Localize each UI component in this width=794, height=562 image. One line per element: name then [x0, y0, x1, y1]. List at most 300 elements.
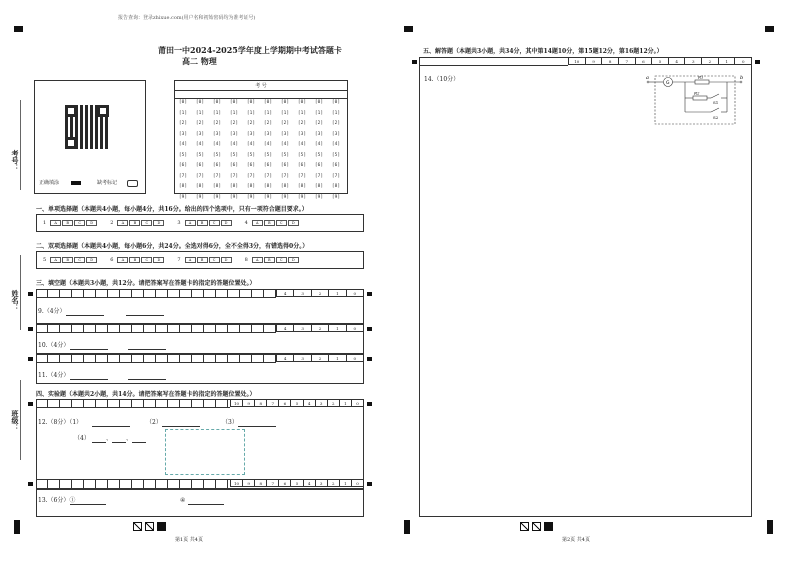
section-edge-marker: [367, 327, 372, 331]
mc-option-bubble[interactable]: D: [153, 220, 164, 226]
exam-id-bubble[interactable]: [3]: [331, 131, 341, 137]
exam-id-bubble[interactable]: [3]: [195, 131, 205, 137]
score-cell[interactable]: 4: [283, 326, 287, 331]
mc-question: [43, 257, 98, 263]
section-5-title: 五、解答题（本题共3小题，共34分，其中第14题10分，第15题12分，第16题12分。）: [423, 48, 663, 55]
footer-page-left: 第1页 共4页: [175, 537, 203, 543]
mc-option-bubble[interactable]: D: [86, 257, 97, 263]
section-1-title: 一、单项选择题（本题共4小题，每小题4分，共16分。给出的四个选项中，只有一项符合题目要求。）: [36, 206, 308, 213]
score-cell[interactable]: 10: [234, 481, 240, 486]
score-cell[interactable]: 0: [346, 325, 363, 331]
score-cell[interactable]: 9: [242, 400, 254, 406]
mc-option-bubble[interactable]: C: [74, 257, 85, 263]
mc-option-bubble[interactable]: B: [129, 220, 140, 226]
exam-id-bubble[interactable]: [2]: [331, 121, 341, 126]
exam-id-bubble[interactable]: [9]: [212, 194, 222, 200]
section-edge-marker: [755, 60, 760, 64]
score-cell[interactable]: 2: [311, 290, 328, 296]
exam-id-bubble[interactable]: [7]: [331, 173, 341, 179]
score-cell[interactable]: 5: [290, 400, 302, 406]
exam-id-bubble[interactable]: [9]: [178, 194, 188, 200]
score-cell[interactable]: 7: [618, 58, 635, 64]
section-edge-marker: [367, 402, 372, 406]
circuit-label-r2: R2: [694, 90, 700, 96]
exam-id-bubble[interactable]: [6]: [178, 163, 188, 168]
score-cell[interactable]: 7: [266, 400, 278, 406]
exam-id-bubble[interactable]: [3]: [246, 131, 256, 137]
exam-id-bubble[interactable]: [5]: [229, 152, 239, 158]
q11-blank-2[interactable]: [128, 373, 166, 380]
mc-question: [43, 220, 98, 226]
side-line: [20, 255, 21, 330]
exam-id-bubble[interactable]: [6]: [314, 163, 324, 168]
exam-id-bubble[interactable]: [2]: [178, 121, 188, 126]
q12-2-blank[interactable]: [162, 420, 200, 427]
score-cell[interactable]: 1: [328, 355, 345, 361]
score-cell[interactable]: 3: [315, 480, 327, 486]
q10-blank-1[interactable]: [70, 343, 108, 350]
mc-option-bubble[interactable]: A: [50, 220, 61, 226]
exam-id-bubble[interactable]: [2]: [263, 121, 273, 126]
exam-id-bubble[interactable]: [8]: [195, 184, 205, 189]
circuit-label-r1: R1: [698, 74, 704, 80]
side-line: [20, 380, 21, 460]
score-cell[interactable]: 0: [351, 480, 363, 486]
q13-label-4: ④: [180, 497, 186, 504]
exam-id-column: [195, 98, 205, 203]
exam-id-bubble[interactable]: [5]: [178, 152, 188, 158]
qr-code-icon: [65, 105, 109, 149]
section-2-answers: [36, 251, 364, 269]
mc-question: [177, 220, 232, 226]
exam-id-bubble[interactable]: [1]: [314, 110, 324, 116]
mc-option-bubble[interactable]: C: [74, 220, 85, 226]
score-cell[interactable]: 10: [574, 59, 580, 64]
q12-score-row: [230, 399, 364, 407]
mc-question: [245, 220, 300, 226]
corner-marker: [14, 26, 23, 32]
section-edge-marker: [28, 357, 33, 361]
mc-option-bubble[interactable]: B: [129, 257, 140, 263]
score-cell[interactable]: 0: [351, 400, 363, 406]
exam-id-bubble[interactable]: [6]: [331, 163, 341, 168]
q14-grid-row: [419, 57, 568, 66]
side-label-name: 姓名：: [11, 290, 20, 311]
exam-id-bubble[interactable]: [1]: [280, 110, 290, 116]
footer-marker-right: [520, 522, 553, 531]
circuit-diagram: [645, 72, 745, 126]
exam-id-bubble[interactable]: [8]: [229, 184, 239, 189]
mc-question-number: 1: [43, 220, 47, 226]
exam-id-bubble[interactable]: [8]: [280, 184, 290, 189]
score-cell[interactable]: 1: [718, 58, 735, 64]
exam-id-bubble[interactable]: [0]: [280, 100, 290, 105]
score-cell[interactable]: 4: [303, 480, 315, 486]
exam-id-column: [314, 98, 324, 203]
exam-id-bubble[interactable]: [1]: [195, 110, 205, 116]
circuit-label-s1: S1: [713, 100, 719, 105]
page-subtitle: 高二 物理: [182, 56, 217, 66]
score-cell[interactable]: 2: [701, 58, 718, 64]
exam-id-bubble[interactable]: [3]: [229, 131, 239, 137]
exam-id-bubble[interactable]: [7]: [212, 173, 222, 179]
exam-id-bubble[interactable]: [8]: [212, 184, 222, 189]
exam-id-bubble[interactable]: [3]: [280, 131, 290, 137]
q12-1-blank[interactable]: [92, 420, 130, 427]
exam-id-bubble[interactable]: [7]: [314, 173, 324, 179]
section-1-answers: [36, 214, 364, 232]
exam-id-bubble[interactable]: [5]: [246, 152, 256, 158]
exam-id-bubble[interactable]: [0]: [314, 100, 324, 105]
mc-option-bubble[interactable]: A: [252, 257, 263, 263]
q9-blank-1[interactable]: [66, 309, 104, 316]
score-cell[interactable]: 2: [327, 480, 339, 486]
score-cell[interactable]: 4: [668, 58, 685, 64]
mc-option-bubble[interactable]: D: [221, 220, 232, 226]
exam-id-bubble[interactable]: [7]: [195, 173, 205, 179]
q14-label: 14.（10分）: [424, 76, 460, 83]
resistor-r1-icon: [695, 80, 709, 84]
score-cell[interactable]: 6: [278, 400, 290, 406]
mc-option-bubble[interactable]: A: [185, 257, 196, 263]
mc-question-number: 6: [110, 257, 114, 263]
exam-id-bubble[interactable]: [2]: [212, 121, 222, 126]
exam-id-bubble[interactable]: [4]: [280, 142, 290, 147]
q10-score-row: [276, 324, 364, 332]
mc-option-bubble[interactable]: D: [86, 220, 97, 226]
exam-id-bubble[interactable]: [8]: [331, 184, 341, 189]
mc-option-bubble[interactable]: C: [141, 220, 152, 226]
answer-area-14[interactable]: [419, 57, 752, 517]
mc-option-bubble[interactable]: A: [117, 220, 128, 226]
exam-id-bubble[interactable]: [2]: [229, 121, 239, 126]
mc-option-bubble[interactable]: C: [276, 257, 287, 263]
exam-id-bubble[interactable]: [0]: [178, 100, 188, 105]
q10-blank-2[interactable]: [128, 343, 166, 350]
score-cell[interactable]: 8: [254, 400, 266, 406]
score-cell[interactable]: 4: [303, 400, 315, 406]
q12-4-blank-1[interactable]: [92, 436, 106, 443]
q12-3-label: （3）: [222, 419, 238, 426]
q13-label: 13.（6分）①: [38, 497, 76, 504]
circuit-label-s2: S2: [713, 115, 719, 120]
exam-id-bubble[interactable]: [5]: [212, 152, 222, 158]
exam-id-bubble[interactable]: [4]: [263, 142, 273, 147]
score-cell[interactable]: 1: [339, 480, 351, 486]
mc-option-bubble[interactable]: D: [221, 257, 232, 263]
exam-id-bubble[interactable]: [6]: [212, 163, 222, 168]
score-cell[interactable]: 3: [315, 400, 327, 406]
q12-4-separator: 、: [126, 435, 133, 442]
mc-option-bubble[interactable]: C: [209, 220, 220, 226]
exam-id-column: [178, 98, 188, 203]
exam-id-bubble[interactable]: [0]: [212, 100, 222, 105]
section-4-title: 四、实验题（本题共2小题，共14分。请把答案写在答题卡的指定的答题位置处。）: [36, 391, 256, 398]
exam-id-bubble[interactable]: [0]: [195, 100, 205, 105]
score-cell[interactable]: 3: [293, 355, 310, 361]
exam-id-bubble[interactable]: [9]: [331, 194, 341, 200]
exam-id-bubble[interactable]: [9]: [246, 194, 256, 200]
qr-panel: [34, 80, 146, 194]
mc-option-bubble[interactable]: B: [264, 257, 275, 263]
score-cell[interactable]: 0: [734, 58, 751, 64]
mc-option-bubble[interactable]: A: [185, 220, 196, 226]
exam-id-bubble[interactable]: [5]: [263, 152, 273, 158]
mc-option-bubble[interactable]: D: [288, 220, 299, 226]
mc-question-number: 4: [244, 220, 248, 226]
exam-id-bubble[interactable]: [7]: [178, 173, 188, 179]
mc-option-bubble[interactable]: A: [252, 220, 263, 226]
mc-option-bubble[interactable]: B: [264, 220, 275, 226]
circuit-label-b: b: [740, 75, 744, 81]
score-cell[interactable]: 8: [601, 58, 618, 64]
exam-id-bubble[interactable]: [6]: [195, 163, 205, 168]
q9-label: 9.（4分）: [38, 308, 66, 315]
side-label-exam-no: 考号：: [11, 150, 20, 171]
q12-4-blank-3[interactable]: [132, 436, 146, 443]
exam-id-bubble[interactable]: [5]: [331, 152, 341, 158]
exam-id-bubble[interactable]: [8]: [246, 184, 256, 189]
q12-grid-row: [36, 399, 230, 408]
switch-s2-icon: [711, 108, 719, 112]
exam-id-bubble[interactable]: [4]: [246, 142, 256, 147]
circuit-label-g: G: [666, 81, 670, 86]
exam-id-bubble[interactable]: [4]: [229, 142, 239, 147]
q11-blank-1[interactable]: [70, 373, 108, 380]
mc-option-bubble[interactable]: C: [276, 220, 287, 226]
mc-option-bubble[interactable]: A: [117, 257, 128, 263]
mc-question-number: 8: [244, 257, 248, 263]
corner-marker: [404, 26, 413, 32]
q13-score-row: [230, 479, 364, 487]
q10-grid-row: [36, 324, 276, 333]
exam-id-bubble[interactable]: [8]: [314, 184, 324, 189]
exam-id-bubble[interactable]: [5]: [280, 152, 290, 158]
exam-id-bubble[interactable]: [9]: [263, 194, 273, 200]
q12-3-blank[interactable]: [238, 420, 276, 427]
mc-question-number: 2: [110, 220, 114, 226]
exam-id-bubble[interactable]: [3]: [297, 131, 307, 137]
score-cell[interactable]: 3: [684, 58, 701, 64]
mc-option-bubble[interactable]: C: [141, 257, 152, 263]
section-edge-marker: [412, 60, 417, 64]
mc-option-bubble[interactable]: B: [62, 220, 73, 226]
exam-id-bubble[interactable]: [4]: [297, 142, 307, 147]
exam-id-bubble[interactable]: [4]: [178, 142, 188, 147]
exam-id-bubble[interactable]: [7]: [297, 173, 307, 179]
exam-id-bubble[interactable]: [1]: [212, 110, 222, 116]
exam-id-bubble[interactable]: [6]: [263, 163, 273, 168]
exam-id-bubble[interactable]: [9]: [314, 194, 324, 200]
mc-option-bubble[interactable]: A: [50, 257, 61, 263]
corner-marker: [404, 520, 410, 534]
exam-id-bubble[interactable]: [2]: [280, 121, 290, 126]
q12-4-label: （4）: [74, 435, 90, 442]
exam-id-bubble[interactable]: [9]: [195, 194, 205, 200]
exam-id-bubble[interactable]: [3]: [212, 131, 222, 137]
exam-id-bubble[interactable]: [2]: [314, 121, 324, 126]
score-cell[interactable]: 3: [293, 325, 310, 331]
score-cell[interactable]: 4: [283, 291, 287, 296]
switch-s1-icon: [711, 94, 719, 98]
exam-id-bubble[interactable]: [5]: [195, 152, 205, 158]
exam-id-bubble[interactable]: [4]: [195, 142, 205, 147]
exam-id-column: [297, 98, 307, 203]
score-cell[interactable]: 1: [328, 325, 345, 331]
exam-id-bubble[interactable]: [1]: [229, 110, 239, 116]
exam-id-bubble[interactable]: [8]: [178, 184, 188, 189]
exam-id-bubble[interactable]: [9]: [229, 194, 239, 200]
exam-id-column: [280, 98, 290, 203]
score-cell[interactable]: 0: [346, 290, 363, 296]
exam-id-bubble[interactable]: [0]: [331, 100, 341, 105]
q10-label: 10.（4分）: [38, 342, 70, 349]
mc-question: [245, 257, 300, 263]
q12-2-label: （2）: [146, 419, 162, 426]
exam-id-bubble[interactable]: [6]: [229, 163, 239, 168]
score-cell[interactable]: 7: [266, 480, 278, 486]
exam-id-bubble[interactable]: [0]: [297, 100, 307, 105]
score-cell[interactable]: 9: [585, 58, 602, 64]
mc-option-bubble[interactable]: D: [153, 257, 164, 263]
exam-id-bubble[interactable]: [7]: [246, 173, 256, 179]
score-cell[interactable]: 0: [346, 355, 363, 361]
exam-id-bubble[interactable]: [0]: [263, 100, 273, 105]
q9-blank-2[interactable]: [126, 309, 164, 316]
q13-blank-1[interactable]: [70, 498, 106, 505]
section-edge-marker: [28, 327, 33, 331]
score-cell[interactable]: 6: [278, 480, 290, 486]
score-cell[interactable]: 10: [234, 401, 240, 406]
correct-fill-label: 正确填涂: [39, 180, 60, 186]
exam-id-bubble[interactable]: [8]: [297, 184, 307, 189]
exam-id-bubble[interactable]: [7]: [263, 173, 273, 179]
exam-id-bubble[interactable]: [4]: [314, 142, 324, 147]
q9-grid-row: [36, 289, 276, 298]
q11-label: 11.（4分）: [38, 372, 70, 379]
q12-label: 12.（8分）（1）: [38, 419, 83, 426]
exam-id-bubble[interactable]: [3]: [314, 131, 324, 137]
exam-id-bubble[interactable]: [1]: [246, 110, 256, 116]
q12-4-separator: 、: [106, 435, 113, 442]
score-cell[interactable]: 6: [635, 58, 652, 64]
exam-id-bubble[interactable]: [1]: [263, 110, 273, 116]
score-cell[interactable]: 2: [311, 325, 328, 331]
section-edge-marker: [28, 292, 33, 296]
score-cell[interactable]: 5: [290, 480, 302, 486]
footer-marker-left: [133, 522, 166, 531]
exam-id-column: [212, 98, 222, 203]
score-cell[interactable]: 5: [651, 58, 668, 64]
exam-id-bubble[interactable]: [0]: [246, 100, 256, 105]
score-cell[interactable]: 1: [328, 290, 345, 296]
corner-marker: [14, 520, 20, 534]
q12-bottom-grid: [36, 479, 230, 489]
exam-id-bubble[interactable]: [9]: [280, 194, 290, 200]
section-edge-marker: [28, 402, 33, 406]
exam-id-column: [246, 98, 256, 203]
exam-id-column: [229, 98, 239, 203]
exam-id-bubble[interactable]: [3]: [178, 131, 188, 137]
mc-option-bubble[interactable]: D: [288, 257, 299, 263]
q14-score-row: [568, 57, 752, 65]
score-cell[interactable]: 2: [327, 400, 339, 406]
mc-question: [110, 257, 165, 263]
footer-page-right: 第2页 共4页: [562, 537, 590, 543]
exam-id-bubble[interactable]: [2]: [195, 121, 205, 126]
score-cell[interactable]: 8: [254, 480, 266, 486]
q9-score-row: [276, 289, 364, 297]
exam-id-bubble[interactable]: [2]: [297, 121, 307, 126]
q13-blank-4[interactable]: [188, 498, 224, 505]
absent-mark-box[interactable]: [127, 180, 138, 187]
exam-id-bubble[interactable]: [8]: [263, 184, 273, 189]
resistor-r2-icon: [693, 96, 707, 100]
score-cell[interactable]: 9: [242, 480, 254, 486]
corner-marker: [767, 520, 773, 534]
mc-option-bubble[interactable]: B: [197, 220, 208, 226]
q12-4-blank-2[interactable]: [112, 436, 126, 443]
mc-option-bubble[interactable]: B: [197, 257, 208, 263]
correct-fill-sample: [71, 181, 81, 185]
exam-id-bubble[interactable]: [7]: [229, 173, 239, 179]
score-cell[interactable]: 4: [283, 356, 287, 361]
exam-id-bubble[interactable]: [0]: [229, 100, 239, 105]
mc-question: [110, 220, 165, 226]
q11-grid-row: [36, 354, 276, 363]
mc-question-number: 7: [177, 257, 181, 263]
exam-id-bubble[interactable]: [5]: [314, 152, 324, 158]
exam-id-column: [331, 98, 341, 203]
side-label-class: 班级：: [11, 410, 20, 431]
section-2-title: 二、双项选择题（本题共4小题，每小题6分，共24分。全选对得6分，全不全得3分，有错选得0分。）: [36, 243, 309, 250]
mc-option-bubble[interactable]: B: [62, 257, 73, 263]
score-cell[interactable]: 2: [311, 355, 328, 361]
section-3-title: 三、填空题（本题共3小题，共12分。请把答案写在答题卡的指定的答题位置处。）: [36, 280, 256, 287]
exam-id-bubble[interactable]: [6]: [297, 163, 307, 168]
page-title: 莆田一中2024-2025学年度上学期期中考试答题卡: [158, 45, 342, 55]
exam-id-bubble[interactable]: [6]: [246, 163, 256, 168]
exam-id-bubble[interactable]: [4]: [331, 142, 341, 147]
exam-id-bubble[interactable]: [1]: [331, 110, 341, 116]
exam-id-bubble[interactable]: [3]: [263, 131, 273, 137]
mc-question-number: 5: [43, 257, 47, 263]
score-cell[interactable]: 1: [339, 400, 351, 406]
mc-question: [177, 257, 232, 263]
exam-id-bubble[interactable]: [2]: [246, 121, 256, 126]
exam-id-bubble[interactable]: [1]: [297, 110, 307, 116]
section-edge-marker: [367, 482, 372, 486]
q11-score-row: [276, 354, 364, 362]
exam-id-bubble[interactable]: [6]: [280, 163, 290, 168]
exam-id-bubble[interactable]: [4]: [212, 142, 222, 147]
section-edge-marker: [28, 482, 33, 486]
corner-marker: [765, 26, 774, 32]
circuit-label-a: a: [646, 75, 649, 81]
section-edge-marker: [367, 292, 372, 296]
exam-id-bubble[interactable]: [9]: [297, 194, 307, 200]
exam-id-bubble[interactable]: [5]: [297, 152, 307, 158]
mc-option-bubble[interactable]: C: [209, 257, 220, 263]
section-edge-marker: [367, 357, 372, 361]
exam-id-bubble[interactable]: [1]: [178, 110, 188, 116]
q12-drawing-area[interactable]: [165, 429, 245, 475]
exam-id-header: 考 号: [255, 83, 267, 89]
score-cell[interactable]: 3: [293, 290, 310, 296]
exam-id-column: [263, 98, 273, 203]
mc-question-number: 3: [177, 220, 181, 226]
exam-id-bubble[interactable]: [7]: [280, 173, 290, 179]
